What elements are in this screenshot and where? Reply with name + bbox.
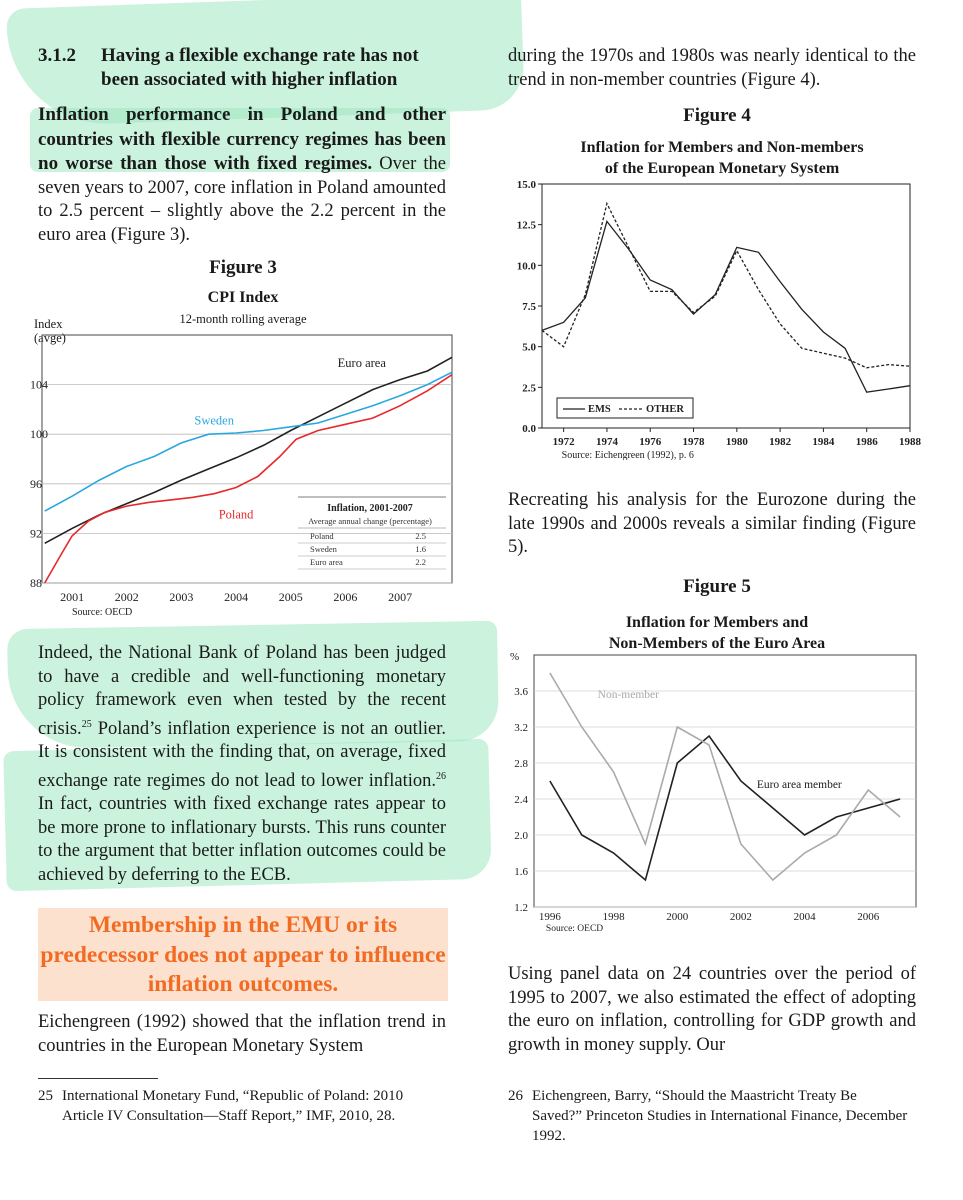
y-tick-label: 1.6 <box>514 866 528 878</box>
figure-3-subtitle: 12-month rolling average <box>179 312 307 326</box>
figure-4-title <box>508 137 936 179</box>
annotation-non-member: Non-member <box>597 689 659 702</box>
paragraph-text: Indeed, the National Bank of Poland has been judged to have a credible and well-functioning monetary policy framework even when tested by the recent crisis. <box>38 643 446 739</box>
pull-quote-callout: Membership in the EMU or its predecessor does not appear to influence inflation outcomes. <box>38 908 448 1001</box>
footnote-number: 26 <box>508 1088 523 1104</box>
y-tick-label: 12.5 <box>516 219 536 232</box>
series-line-non-member <box>550 673 900 880</box>
footnote-number: 25 <box>38 1088 53 1104</box>
ylabel-line: Index <box>34 317 63 331</box>
paragraph-national-bank <box>38 642 446 887</box>
x-tick-label: 2006 <box>857 911 880 923</box>
x-tick-label: 1972 <box>552 436 575 448</box>
footnote-text: International Monetary Fund, “Republic of Poland: 2010 Article IV Consultation—Staff Report,” IMF, 2010, 28. <box>62 1088 404 1124</box>
footnote-ref[interactable]: 25 <box>81 718 92 730</box>
series-line-other <box>542 204 910 368</box>
paragraph-eichengreen: Eichengreen (1992) showed that the inflation trend in countries in the European Monetary System <box>38 1012 446 1056</box>
y-tick-label: 96 <box>30 476 42 491</box>
figure-5-source: Source: OECD <box>545 924 604 934</box>
x-tick-label: 1988 <box>899 436 921 448</box>
title-line: of the European Monetary System <box>604 160 840 177</box>
footnote-rule <box>38 1078 158 1079</box>
y-tick-label: 7.5 <box>522 301 536 313</box>
y-tick-label: 3.2 <box>514 722 528 734</box>
inset-subtitle: Average annual change (percentage) <box>308 516 432 526</box>
x-tick-label: 1982 <box>769 436 792 448</box>
title-line: Non-Members of the Euro Area <box>608 635 826 652</box>
inset-title: Inflation, 2001-2007 <box>327 503 413 514</box>
paragraph-text: Poland’s inflation experience is not an outlier. It is consistent with the finding that, on average, fixed exchange rate regimes do not lead to lower inflation. <box>38 718 446 791</box>
x-tick-label: 2007 <box>388 590 413 604</box>
series-line-sweden <box>45 372 452 511</box>
paragraph-1970s-trend: during the 1970s and 1980s was nearly identical to the trend in non-member countries (Figure 4). <box>508 46 916 90</box>
inset-row-value: 1.6 <box>415 544 426 554</box>
footnote-ref[interactable]: 26 <box>436 770 446 782</box>
x-tick-label: 2002 <box>114 590 139 604</box>
legend-label-ems: EMS <box>588 404 611 415</box>
x-tick-label: 1980 <box>725 436 748 448</box>
annotation-sweden: Sweden <box>194 413 234 428</box>
figure-5-chart <box>500 645 930 940</box>
x-tick-label: 2004 <box>224 590 249 604</box>
y-tick-label: 2.0 <box>514 830 528 842</box>
figure-4-label: Figure 4 <box>683 105 751 126</box>
inset-row-name: Euro area <box>310 557 343 567</box>
section-title: Having a flexible exchange rate has not been associated with higher inflation <box>101 45 419 90</box>
y-tick-label: 100 <box>30 427 48 442</box>
cpi-chart-svg <box>30 325 462 625</box>
paragraph-text: In fact, countries with fixed exchange rates appear to be more prone to inflationary bursts. This runs counter to the argument that better inflation outcomes could be achieved by deferring to the ECB. <box>38 794 446 885</box>
annotation-euro-area-member: Euro area member <box>756 779 842 792</box>
inset-row-name: Poland <box>310 531 334 541</box>
ems-chart-svg <box>505 175 935 460</box>
euro-area-chart-svg <box>500 645 930 940</box>
x-tick-label: 1984 <box>812 436 835 448</box>
figure-3-chart <box>30 325 462 625</box>
x-tick-label: 1974 <box>595 436 618 448</box>
y-tick-label: 2.5 <box>522 382 536 395</box>
figure-3-label: Figure 3 <box>209 257 277 278</box>
legend-label-other: OTHER <box>646 404 684 415</box>
y-tick-label: 92 <box>30 526 42 541</box>
footnote-text: Eichengreen, Barry, “Should the Maastricht Treaty Be Saved?” Princeton Studies in International Finance, December 1992. <box>532 1088 908 1144</box>
series-line-euro-area-member <box>550 736 900 880</box>
y-tick-label: 5.0 <box>522 341 536 354</box>
y-tick-label: 10.0 <box>516 260 536 273</box>
x-tick-label: 1976 <box>639 436 662 448</box>
paragraph-inflation-performance <box>38 103 446 247</box>
section-number: 3.1.2 <box>38 45 76 66</box>
footnote-26 <box>508 1086 908 1146</box>
x-tick-label: 2000 <box>666 911 689 923</box>
figure-4-chart <box>505 175 935 460</box>
y-tick-label: 0.0 <box>522 423 536 435</box>
figure-3-source: Source: OECD <box>72 607 133 618</box>
footnote-25 <box>38 1086 438 1126</box>
paragraph-eurozone-analysis: Recreating his analysis for the Eurozone during the late 1990s and 2000s reveals a similar finding (Figure 5). <box>508 490 916 557</box>
y-tick-label: 104 <box>30 377 48 392</box>
x-tick-label: 2004 <box>793 911 816 923</box>
plot-frame <box>42 335 452 583</box>
y-axis-label: % <box>510 651 520 663</box>
x-tick-label: 1998 <box>602 911 625 923</box>
y-tick-label: 2.4 <box>514 794 528 806</box>
figure-5-label: Figure 5 <box>683 576 751 597</box>
x-tick-label: 2003 <box>169 590 194 604</box>
x-tick-label: 2001 <box>60 590 85 604</box>
inset-row-value: 2.2 <box>415 557 426 567</box>
inset-row-value: 2.5 <box>415 531 426 541</box>
y-tick-label: 3.6 <box>514 686 528 698</box>
series-line-poland <box>45 375 452 583</box>
plot-frame <box>534 655 916 907</box>
inset-row-name: Sweden <box>310 544 337 554</box>
y-tick-label: 15.0 <box>516 179 536 191</box>
annotation-euro-area: Euro area <box>337 356 386 371</box>
y-tick-label: 2.8 <box>514 758 528 770</box>
x-tick-label: 2006 <box>333 590 358 604</box>
plot-frame <box>542 184 910 428</box>
figure-4-source: Source: Eichengreen (1992), p. 6 <box>561 450 694 460</box>
title-line: Inflation for Members and Non-members <box>580 139 864 156</box>
bold-lead: Inflation performance in Poland and other countries with flexible currency regimes has been no worse than those with fixed regimes. <box>38 104 446 174</box>
x-tick-label: 1986 <box>855 436 878 448</box>
y-tick-label: 1.2 <box>514 902 528 914</box>
y-tick-label: 88 <box>30 576 42 590</box>
title-line: Inflation for Members and <box>625 614 809 631</box>
annotation-poland: Poland <box>218 507 254 522</box>
ylabel-line: (avge) <box>34 331 66 345</box>
paragraph-text: Over the seven years to 2007, core inflation in Poland amounted to 2.5 percent – slightly above the 2.2 percent in the euro area (Figure 3). <box>38 154 447 245</box>
x-tick-label: 1996 <box>538 911 561 923</box>
x-tick-label: 2005 <box>278 590 303 604</box>
x-tick-label: 2002 <box>729 911 752 923</box>
x-tick-label: 1978 <box>682 436 705 448</box>
paragraph-panel-data: Using panel data on 24 countries over the period of 1995 to 2007, we also estimated the effect of adopting the euro on inflation, controlling for GDP growth and growth in money supply. Our <box>508 964 916 1055</box>
figure-3-title: CPI Index <box>207 289 279 306</box>
